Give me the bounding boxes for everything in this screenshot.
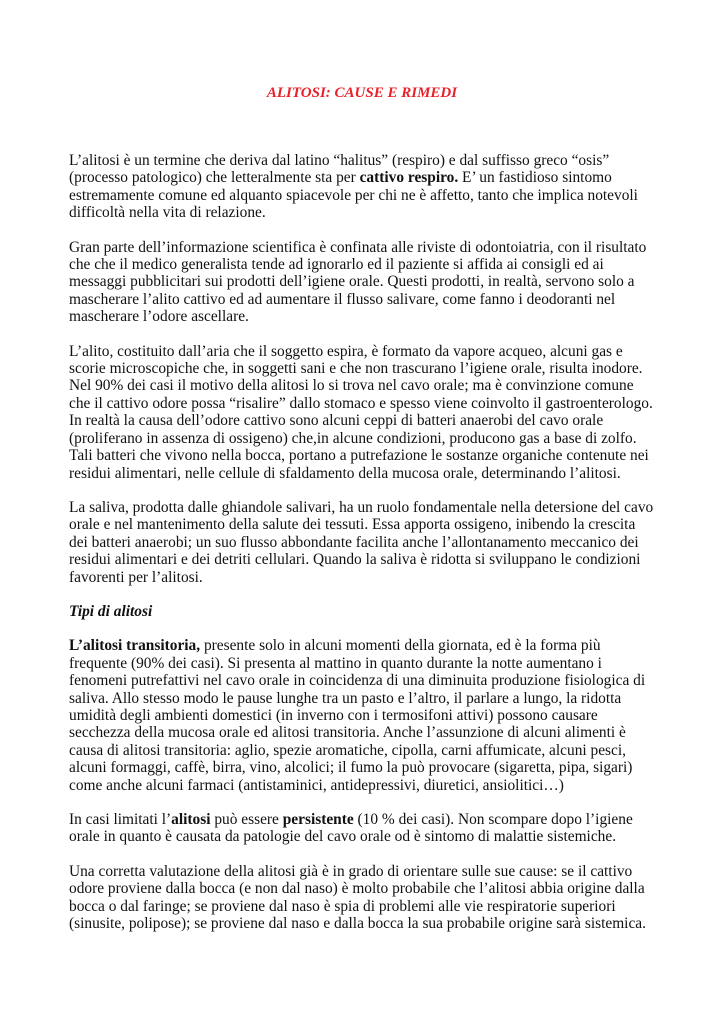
persistent-bold-term: persistente [282,811,354,828]
transitory-text: presente solo in alcuni momenti della giornata, ed è la forma più frequente (90% dei casi). Si presenta al mattino in quanto durante la notte aumentano i fenomeni putrefattivi nel cavo orale in coincidenza di una diminuita produzione fisiologica di saliva. Allo stesso modo le pause lunghe tra un pasto e l’altro, il parlare a lungo, la ridotta umidità degli ambienti domestici (in inverno con i termosifoni attivi) possono causare secchezza della mucosa orale ed alitosi transitoria. Anche l’assunzione di alcuni alimenti è causa di alitosi transitoria: aglio, spezie aromatiche, cipolla, carni affumicate, alcuni pesci, alcuni formaggi, caffè, birra, vino, alcolici; il fumo la può provocare (sigaretta, pipa, sigari) come anche alcuni farmaci (antistaminici, antidepressivi, diuretici, ansiolitici…) [69,637,646,794]
document-body [69,152,655,932]
intro-text-a: L’alitosi è un termine che deriva dal latino “halitus” (respiro) e dal suffisso greco “osis” (processo patologico) che letteralmente sta per [69,152,610,187]
intro-text-c: E’ un fastidioso sintomo estremamente comune ed alquanto spiacevole per chi ne è affetto, tanto che implica notevoli difficoltà nella vita di relazione. [69,169,638,222]
paragraph-transitory [69,637,655,794]
paragraph-evaluation: Una corretta valutazione della alitosi già è in grado di orientare sulle sue cause: se il cattivo odore proviene dalla bocca (e non dal naso) è molto probabile che l’alitosi abbia origine dalla bocca o dal faringe; se proviene dal naso è spia di problemi alle vie respiratorie superiori (sinusite, polipose); se proviene dal naso e dalla bocca la sua probabile origine sarà sistemica. [69,862,646,933]
persistent-text-a: In casi limitati l’ [69,811,172,828]
paragraph-intro [69,152,655,222]
intro-bold-term: cattivo respiro. [359,169,459,187]
persistent-text-c: può essere [210,811,283,828]
document-title: ALITOSI: CAUSE E RIMEDI [266,85,458,101]
paragraph-saliva: La saliva, prodotta dalle ghiandole salivari, ha un ruolo fondamentale nella detersione del cavo orale e nel mantenimento della salute dei tessuti. Essa apporta ossigeno, inibendo la crescita dei batteri anaerobi; un suo flusso abbondante facilita anche l’allontanamento meccanico dei residui alimentari e dei detriti cellulari. Quando la saliva è ridotta si sviluppano le condizioni favorenti per l’alitosi. [69,498,654,586]
persistent-bold-alitosi: alitosi [171,811,211,828]
paragraph-persistent [69,811,655,846]
paragraph-breath: L’alito, costituito dall’aria che il soggetto espira, è formato da vapore acqueo, alcuni gas e scorie microscopiche che, in soggetti sani e che non trascurano l’igiene orale, risulta inodore. Nel 90% dei casi il motivo della alitosi lo si trova nel cavo orale; ma è convinzione comune che il cattivo odore possa “risalire” dallo stomaco e spesso viene coinvolto il gastroenterologo. In realtà la causa dell’odore cattivo sono alcuni ceppi di batteri anaerobi del cavo orale (proliferano in assenza di ossigeno) che,in alcune condizioni, producono gas a base di zolfo. Tali batteri che vivono nella bocca, portano a putrefazione le sostanze organiche contenute nei residui alimentari, nelle cellule di sfaldamento della mucosa orale, determinando l’alitosi. [69,342,653,482]
section-heading: Tipi di alitosi [69,602,153,620]
transitory-bold-term: L’alitosi transitoria, [69,637,201,655]
persistent-text-e: (10 % dei casi). Non scompare dopo l’igiene orale in quanto è causata da patologie del cavo orale od è sintomo di malattie sistemiche. [69,811,633,846]
paragraph-information: Gran parte dell’informazione scientifica è confinata alle riviste di odontoiatria, con il risultato che che il medico generalista tende ad ignorarlo ed il paziente si affida ai consigli ed ai messaggi pubblicitari sui prodotti dell’igiene orale. Questi prodotti, in realtà, servono solo a mascherare l’alito cattivo ed ad aumentare il flusso salivare, come fanno i deodoranti nel mascherare l’odore ascellare. [69,238,647,326]
